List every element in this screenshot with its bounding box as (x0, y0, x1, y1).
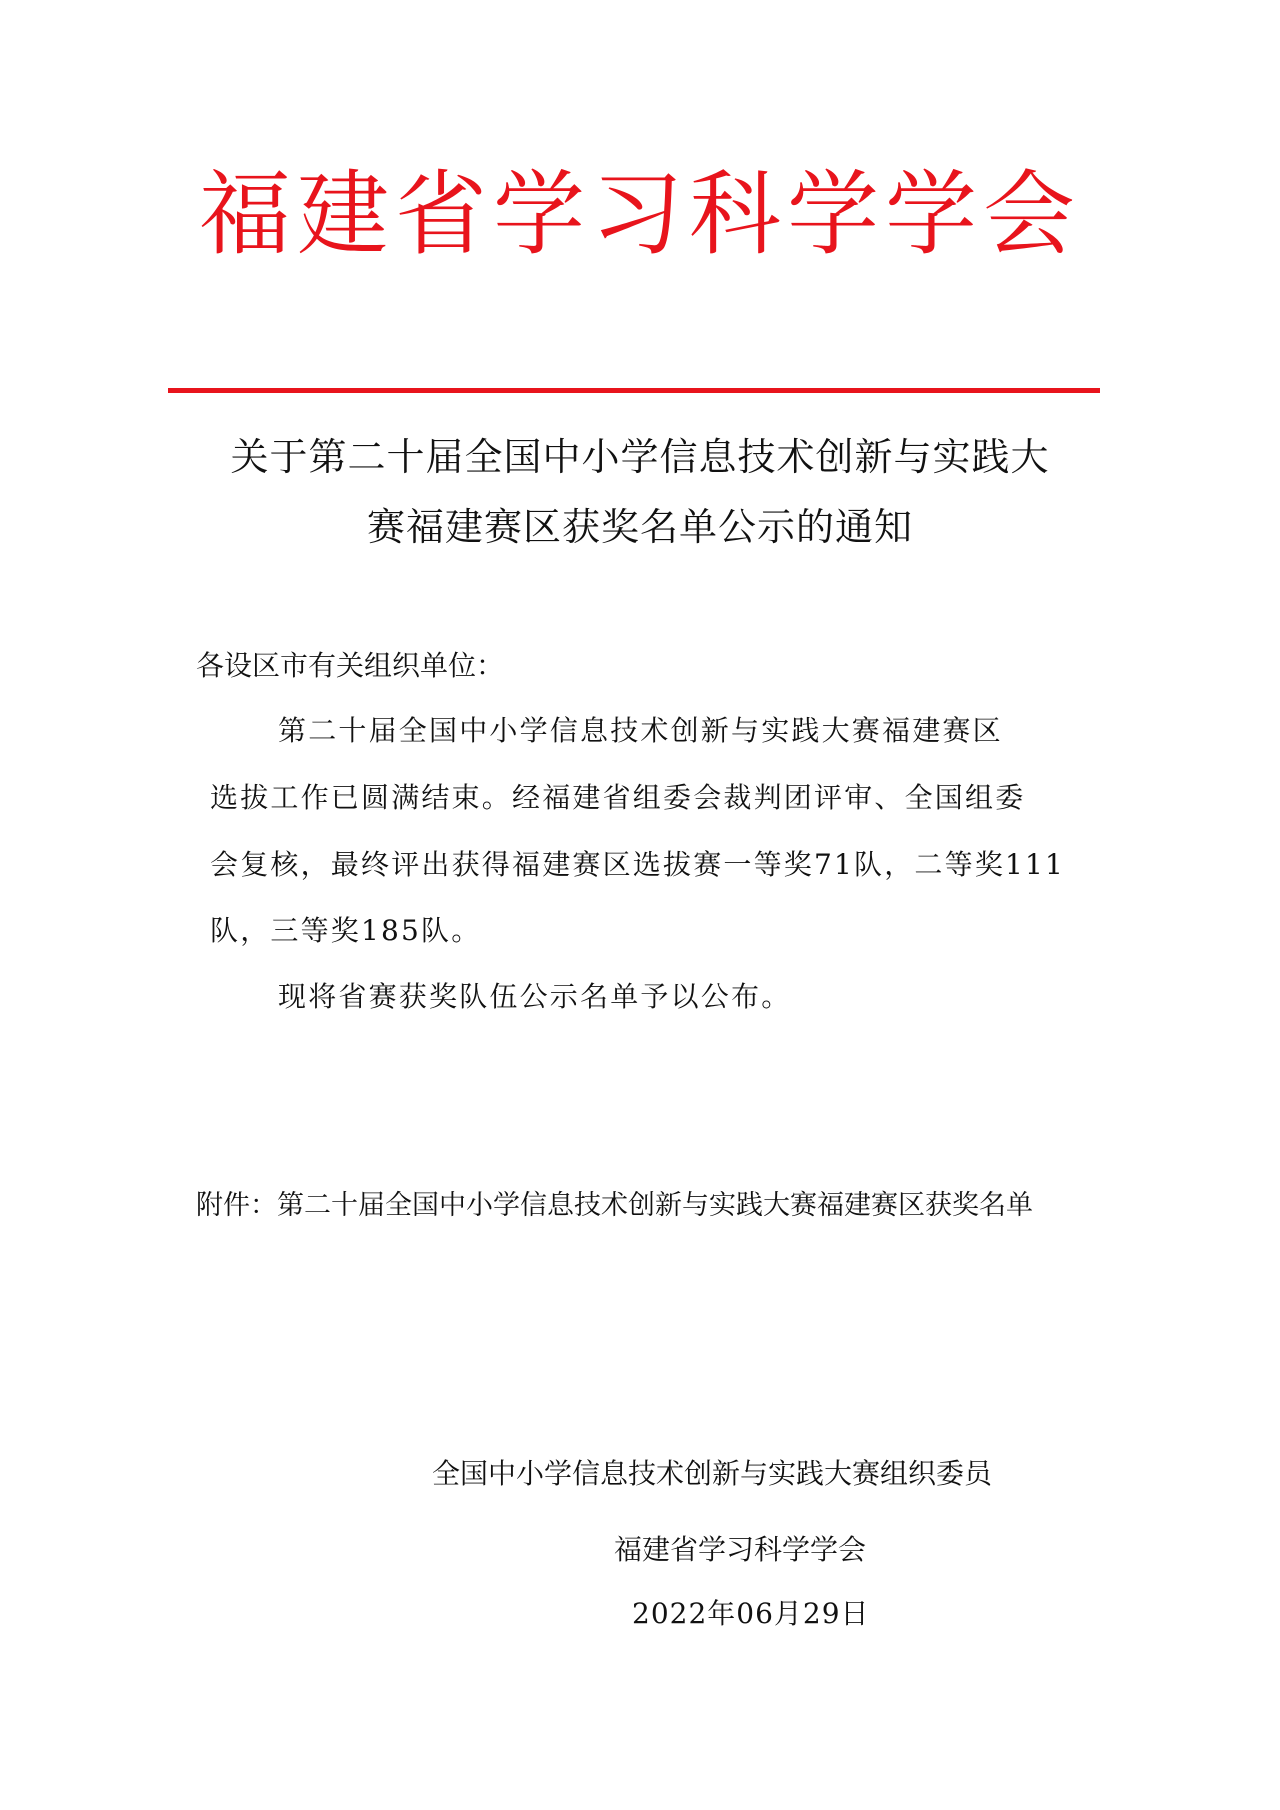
signature-date: 2022年06月29日 (632, 1597, 870, 1630)
paragraph-1-line-1: 第二十届全国中小学信息技术创新与实践大赛福建赛区 (278, 714, 1003, 747)
letterhead: 福建省学习科学学会 (198, 161, 1081, 268)
attachment-note: 附件：第二十届全国中小学信息技术创新与实践大赛福建赛区获奖名单 (196, 1190, 1033, 1221)
signature-organizing-committee: 全国中小学信息技术创新与实践大赛组织委员 (432, 1457, 993, 1490)
paragraph-1-line-4: 队，三等奖185队。 (210, 914, 482, 947)
paragraph-2: 现将省赛获奖队伍公示名单予以公布。 (278, 980, 792, 1013)
letterhead-rule (168, 388, 1100, 393)
paragraph-1-line-3: 会复核，最终评出获得福建赛区选拔赛一等奖71队，二等奖111 (210, 848, 1066, 881)
signature-society: 福建省学习科学学会 (614, 1533, 867, 1566)
salutation: 各设区市有关组织单位： (196, 649, 505, 682)
document-title-line-1: 关于第二十届全国中小学信息技术创新与实践大 (230, 435, 1050, 479)
document-title-line-2: 赛福建赛区获奖名单公示的通知 (366, 505, 913, 549)
paragraph-1-line-2: 选拔工作已圆满结束。经福建省组委会裁判团评审、全国组委 (210, 781, 1026, 814)
